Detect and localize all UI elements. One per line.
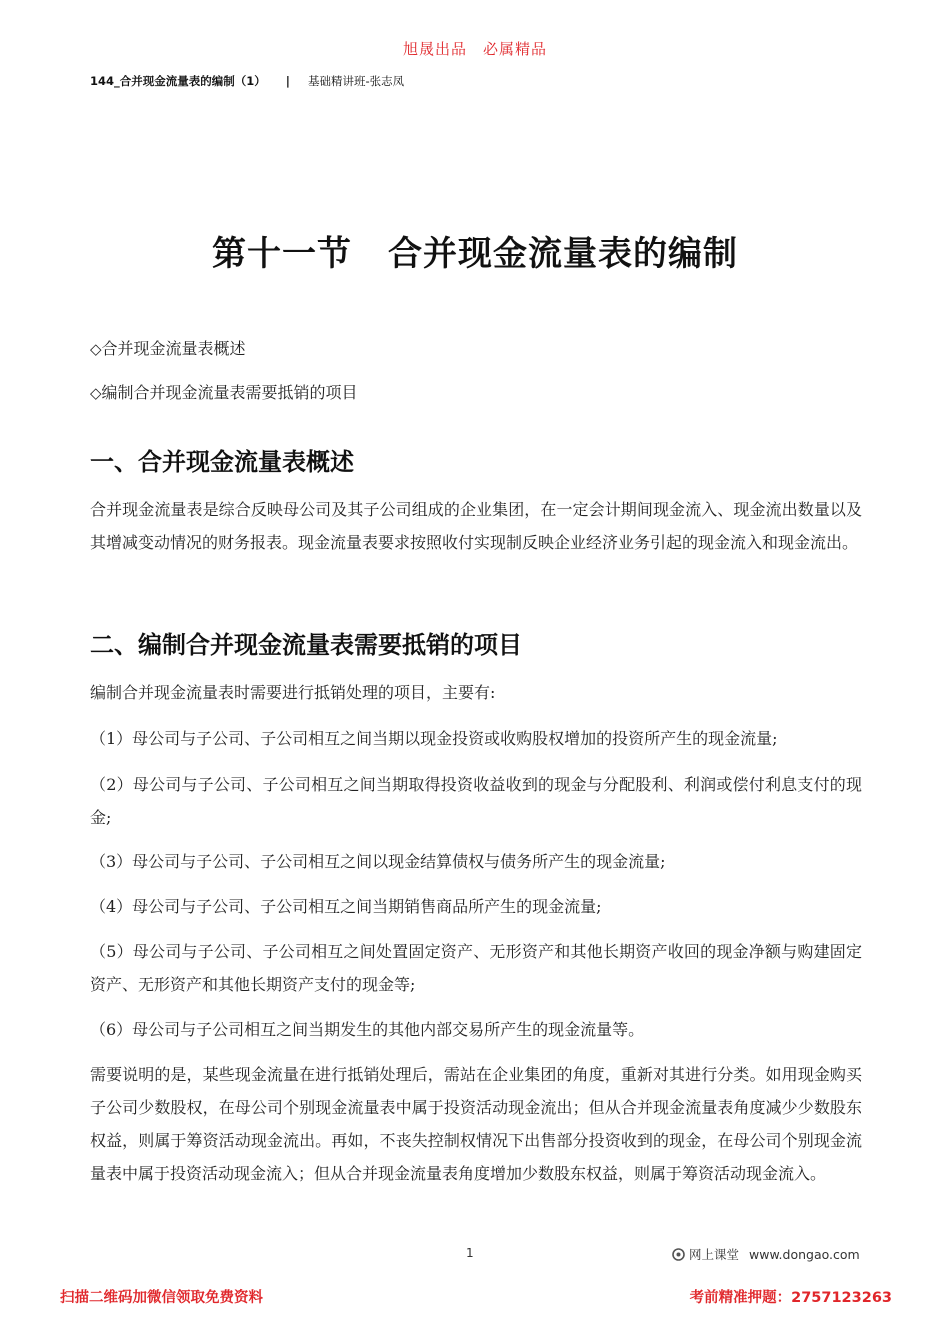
page-number: 1 [466, 1246, 474, 1260]
list-item: （3）母公司与子公司、子公司相互之间以现金结算债权与债务所产生的现金流量; [90, 852, 666, 871]
outline-item [90, 380, 358, 403]
outline-text: 编制合并现金流量表需要抵销的项目 [101, 383, 358, 402]
course-header [90, 73, 404, 89]
class-info: 基础精讲班-张志凤 [307, 74, 405, 88]
brand-name: 网上课堂 [689, 1247, 740, 1262]
list-item: （4）母公司与子公司、子公司相互之间当期销售商品所产生的现金流量; [90, 897, 602, 916]
title-section: 第十一节 [212, 234, 352, 274]
list-item: （5）母公司与子公司、子公司相互之间处置固定资产、无形资产和其他长期资产收回的现金净额与购建固定资产、无形资产和其他长期资产支付的现金等; [90, 942, 862, 994]
list-item: （1）母公司与子公司、子公司相互之间当期以现金投资或收购股权增加的投资所产生的现金流量; [90, 729, 778, 748]
section1-heading: 一、合并现金流量表概述 [90, 447, 354, 476]
footer-promo-right: 考前精准押题：2757123263 [689, 1290, 892, 1306]
section2-note: 需要说明的是，某些现金流量在进行抵销处理后，需站在企业集团的角度，重新对其进行分类。如用现金购买子公司少数股权，在母公司个别现金流量表中属于投资活动现金流出；但从合并现金流量表角度减少少数股东权益，则属于筹资活动现金流出。再如，不丧失控制权情况下出售部分投资收到的现金，在母公司个别现金流量表中属于投资活动现金流入；但从合并现金流量表角度增加少数股东权益，则属于筹资活动现金流入。 [90, 1065, 862, 1183]
footer-promo-left: 扫描二维码加微信领取免费资料 [60, 1290, 263, 1306]
brand-logo[interactable] [672, 1245, 860, 1263]
brand-url[interactable]: www.dongao.com [749, 1246, 860, 1262]
page-title [0, 226, 950, 275]
section2-intro: 编制合并现金流量表时需要进行抵销处理的项目，主要有: [90, 683, 496, 702]
section2-heading: 二、编制合并现金流量表需要抵销的项目 [90, 630, 522, 659]
header-separator: | [285, 74, 290, 88]
list-item: （2）母公司与子公司、子公司相互之间当期取得投资收益收到的现金与分配股利、利润或偿付利息支付的现金; [90, 775, 862, 827]
dongao-logo-icon [672, 1248, 685, 1261]
section1-paragraph: 合并现金流量表是综合反映母公司及其子公司组成的企业集团，在一定会计期间现金流入、现金流出数量以及其增减变动情况的财务报表。现金流量表要求按照收付实现制反映企业经济业务引起的现金流入和现金流出。 [90, 500, 862, 552]
outline-item [90, 336, 246, 359]
course-title: 144_合并现金流量表的编制（1） [90, 74, 266, 88]
title-name: 合并现金流量表的编制 [388, 234, 738, 274]
diamond-icon: ◇ [90, 340, 102, 358]
diamond-icon: ◇ [90, 384, 102, 402]
top-banner: 旭晟出品 必属精品 [402, 40, 547, 58]
list-item: （6）母公司与子公司相互之间当期发生的其他内部交易所产生的现金流量等。 [90, 1020, 645, 1039]
outline-text: 合并现金流量表概述 [101, 339, 246, 358]
